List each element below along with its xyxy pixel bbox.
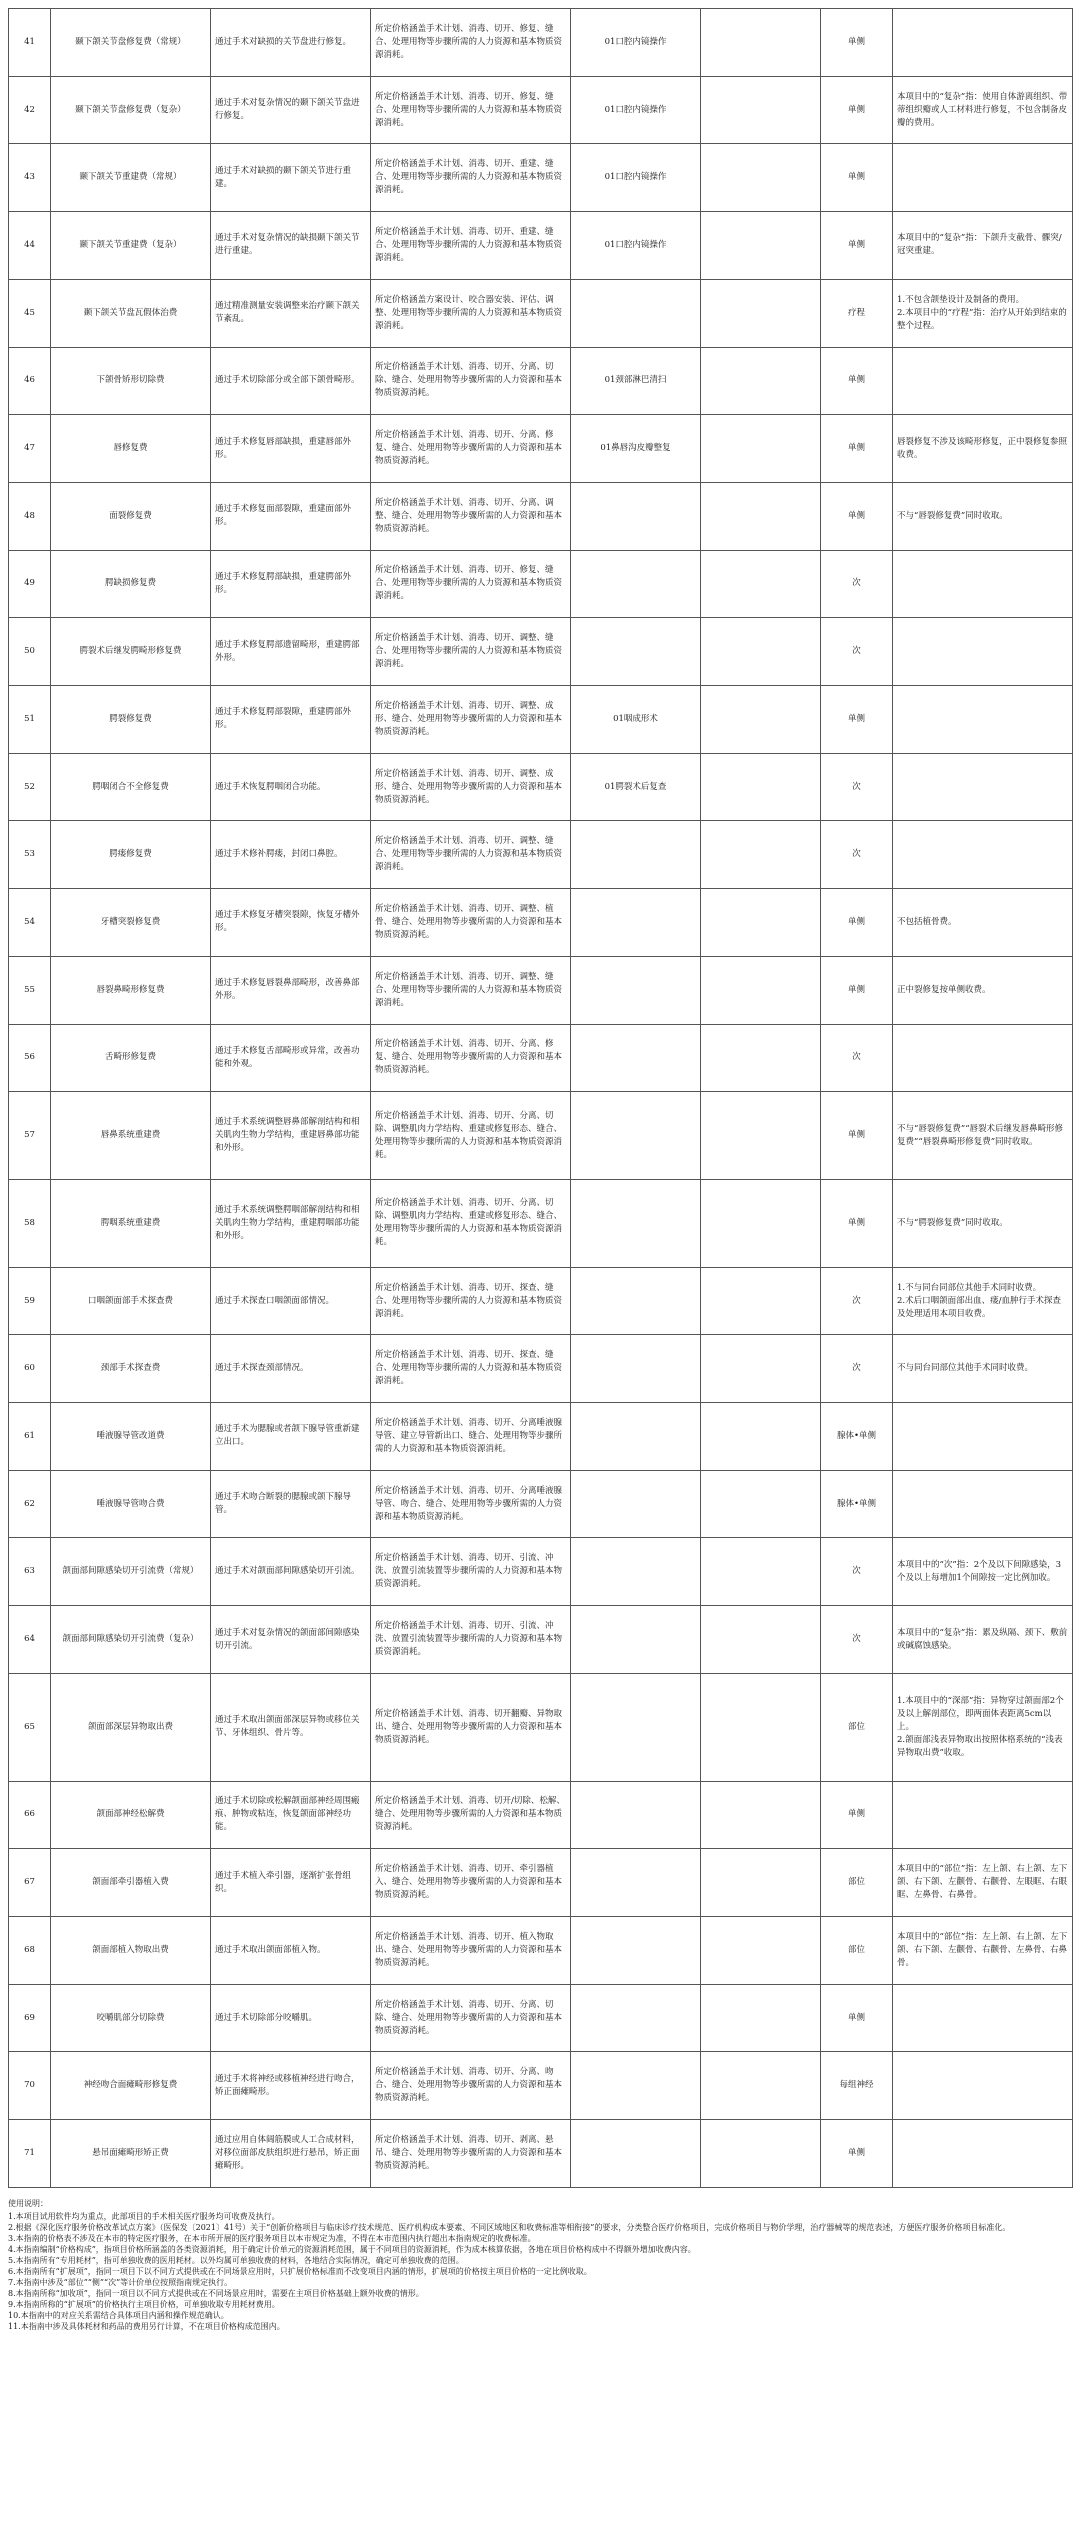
cell-price-scope: 所定价格涵盖手术计划、消毒、切开、分离、吻合、缝合、处理用物等步骤所需的人力资源和基本物质资源消耗。 — [371, 2052, 571, 2120]
cell-pricing-unit: 部位 — [821, 1673, 893, 1781]
cell-price-scope: 所定价格涵盖手术计划、消毒、切开、分离唾液腺导管、吻合、缝合、处理用物等步骤所需的人力资源和基本物质资源消耗。 — [371, 1470, 571, 1538]
cell-service-content: 通过手术修复腭部裂隙，重建腭部外形。 — [211, 686, 371, 754]
table-row — [9, 686, 1073, 754]
cell-price-scope: 所定价格涵盖手术计划、消毒、切开、牵引器植入、缝合、处理用物等步骤所需的人力资源和基本物质资源消耗。 — [371, 1849, 571, 1917]
cell-extension-item — [571, 1470, 701, 1538]
cell-price-scope: 所定价格涵盖手术计划、消毒、切开、修复、缝合、处理用物等步骤所需的人力资源和基本物质资源消耗。 — [371, 9, 571, 77]
cell-price-scope: 所定价格涵盖手术计划、消毒、切开、调整、缝合、处理用物等步骤所需的人力资源和基本物质资源消耗。 — [371, 956, 571, 1024]
cell-extension-item — [571, 1673, 701, 1781]
cell-item-name: 颞下颌关节重建费（常规） — [51, 144, 211, 212]
cell-item-name: 唇修复费 — [51, 415, 211, 483]
table-row — [9, 1781, 1073, 1849]
cell-price-scope: 所定价格涵盖手术计划、消毒、切开、重建、缝合、处理用物等步骤所需的人力资源和基本物质资源消耗。 — [371, 144, 571, 212]
cell-item-name: 颞下颌关节盘修复费（常规） — [51, 9, 211, 77]
table-row — [9, 1024, 1073, 1092]
cell-service-content: 通过手术系统调整腭咽部解剖结构和相关肌肉生物力学结构，重建腭咽部功能和外形。 — [211, 1179, 371, 1267]
cell-extension-item: 01口腔内镜操作 — [571, 9, 701, 77]
cell-item-name: 颌面部牵引器植入费 — [51, 1849, 211, 1917]
note-line: 2.根据《深化医疗服务价格改革试点方案》（医保发〔2021〕41号）关于“创新价格项目与临床诊疗技术规范、医疗机构成本要素、不同区域地区和收费标准等相衔接”的要求，分类整合医疗价格项目，完成价格项目与物价学理，治疗器械等的规范表述，方便医疗服务价格项目标准化。 — [8, 2223, 1011, 2232]
cell-pricing-unit: 单侧 — [821, 212, 893, 280]
cell-item-number: 45 — [9, 279, 51, 347]
cell-pricing-unit: 单侧 — [821, 1984, 893, 2052]
cell-item-number: 48 — [9, 482, 51, 550]
table-row — [9, 1538, 1073, 1606]
table-row — [9, 753, 1073, 821]
cell-extension-item — [571, 1538, 701, 1606]
cell-item-number: 50 — [9, 618, 51, 686]
cell-excluded-content — [701, 1470, 821, 1538]
table-row — [9, 889, 1073, 957]
table-row — [9, 1470, 1073, 1538]
cell-price-scope: 所定价格涵盖手术计划、消毒、切开、分离、调整、缝合、处理用物等步骤所需的人力资源和基本物质资源消耗。 — [371, 482, 571, 550]
cell-price-scope: 所定价格涵盖手术计划、消毒、切开、调整、缝合、处理用物等步骤所需的人力资源和基本物质资源消耗。 — [371, 618, 571, 686]
cell-item-name: 颌面部间隙感染切开引流费（常规） — [51, 1538, 211, 1606]
cell-item-number: 54 — [9, 889, 51, 957]
cell-excluded-content — [701, 1335, 821, 1403]
table-row — [9, 347, 1073, 415]
cell-remark: 不与同台同部位其他手术同时收费。 — [893, 1335, 1073, 1403]
cell-excluded-content — [701, 279, 821, 347]
cell-extension-item — [571, 1092, 701, 1180]
cell-excluded-content — [701, 9, 821, 77]
cell-excluded-content — [701, 1606, 821, 1674]
cell-remark: 正中裂修复按单侧收费。 — [893, 956, 1073, 1024]
cell-remark — [893, 686, 1073, 754]
table-row — [9, 1267, 1073, 1335]
cell-item-name: 颞下颌关节重建费（复杂） — [51, 212, 211, 280]
table-row — [9, 279, 1073, 347]
cell-excluded-content — [701, 2120, 821, 2188]
table-row — [9, 956, 1073, 1024]
cell-extension-item: 01颈部淋巴清扫 — [571, 347, 701, 415]
cell-excluded-content — [701, 1024, 821, 1092]
cell-item-number: 44 — [9, 212, 51, 280]
cell-service-content: 通过手术探查口咽颌面部情况。 — [211, 1267, 371, 1335]
cell-remark — [893, 1781, 1073, 1849]
table-row — [9, 2120, 1073, 2188]
cell-service-content: 通过手术将神经或移植神经进行吻合，矫正面瘫畸形。 — [211, 2052, 371, 2120]
cell-item-number: 66 — [9, 1781, 51, 1849]
cell-pricing-unit: 每组神经 — [821, 2052, 893, 2120]
cell-price-scope: 所定价格涵盖手术计划、消毒、切开、探查、缝合、处理用物等步骤所需的人力资源和基本物质资源消耗。 — [371, 1267, 571, 1335]
cell-pricing-unit: 次 — [821, 1335, 893, 1403]
cell-item-name: 牙槽突裂修复费 — [51, 889, 211, 957]
cell-service-content: 通过手术探查颈部情况。 — [211, 1335, 371, 1403]
cell-service-content: 通过手术植入牵引器，逐渐扩张骨组织。 — [211, 1849, 371, 1917]
cell-excluded-content — [701, 482, 821, 550]
cell-pricing-unit: 次 — [821, 1267, 893, 1335]
cell-service-content: 通过手术修补腭瘘，封闭口鼻腔。 — [211, 821, 371, 889]
cell-excluded-content — [701, 347, 821, 415]
cell-pricing-unit: 腺体•单侧 — [821, 1470, 893, 1538]
cell-extension-item: 01口腔内镜操作 — [571, 76, 701, 144]
cell-pricing-unit: 次 — [821, 550, 893, 618]
cell-excluded-content — [701, 889, 821, 957]
cell-remark: 不与“腭裂修复费”同时收取。 — [893, 1179, 1073, 1267]
cell-remark: 本项目中的“复杂”指：下颌升支截骨、髁突/冠突重建。 — [893, 212, 1073, 280]
cell-extension-item — [571, 1606, 701, 1674]
cell-item-name: 腭缺损修复费 — [51, 550, 211, 618]
cell-pricing-unit: 次 — [821, 1024, 893, 1092]
cell-item-number: 58 — [9, 1179, 51, 1267]
cell-remark — [893, 618, 1073, 686]
cell-service-content: 通过手术对复杂情况的缺损颞下颌关节进行重建。 — [211, 212, 371, 280]
cell-service-content: 通过手术为腮腺或者颌下腺导管重新建立出口。 — [211, 1403, 371, 1471]
cell-item-number: 49 — [9, 550, 51, 618]
cell-item-name: 舌畸形修复费 — [51, 1024, 211, 1092]
table-row — [9, 1403, 1073, 1471]
cell-remark — [893, 2052, 1073, 2120]
cell-item-number: 46 — [9, 347, 51, 415]
note-line: 10.本指南中的对应关系需结合具体项目内涵和操作规范确认。 — [8, 2311, 229, 2320]
cell-remark: 本项目中的“部位”指：左上颌、右上颌、左下颌、右下颌、左颧骨、右颧骨、左鼻骨、右鼻骨。 — [893, 1917, 1073, 1985]
cell-pricing-unit: 单侧 — [821, 415, 893, 483]
cell-pricing-unit: 单侧 — [821, 144, 893, 212]
cell-item-number: 61 — [9, 1403, 51, 1471]
table-row — [9, 9, 1073, 77]
cell-price-scope: 所定价格涵盖手术计划、消毒、切开、修复、缝合、处理用物等步骤所需的人力资源和基本物质资源消耗。 — [371, 76, 571, 144]
cell-item-name: 腭裂术后继发腭畸形修复费 — [51, 618, 211, 686]
cell-service-content: 通过手术对复杂情况的颌面部间隙感染切开引流。 — [211, 1606, 371, 1674]
cell-price-scope: 所定价格涵盖手术计划、消毒、切开、重建、缝合、处理用物等步骤所需的人力资源和基本物质资源消耗。 — [371, 212, 571, 280]
cell-pricing-unit: 次 — [821, 821, 893, 889]
table-row — [9, 482, 1073, 550]
note-line: 11.本指南中涉及具体耗材和药品的费用另行计算，不在项目价格构成范围内。 — [8, 2322, 285, 2331]
cell-extension-item — [571, 1335, 701, 1403]
cell-remark — [893, 550, 1073, 618]
cell-item-name: 颞下颌关节盘瓦假体治费 — [51, 279, 211, 347]
cell-pricing-unit: 单侧 — [821, 482, 893, 550]
cell-price-scope: 所定价格涵盖手术计划、消毒、切开翻瓣、异物取出、缝合、处理用物等步骤所需的人力资源和基本物质资源消耗。 — [371, 1673, 571, 1781]
cell-price-scope: 所定价格涵盖手术计划、消毒、切开、修复、缝合、处理用物等步骤所需的人力资源和基本物质资源消耗。 — [371, 550, 571, 618]
cell-remark: 唇裂修复不涉及该畸形修复，正中裂修复参照收费。 — [893, 415, 1073, 483]
cell-item-number: 62 — [9, 1470, 51, 1538]
cell-pricing-unit: 部位 — [821, 1849, 893, 1917]
cell-price-scope: 所定价格涵盖手术计划、消毒、切开、调整、植骨、缝合、处理用物等步骤所需的人力资源和基本物质资源消耗。 — [371, 889, 571, 957]
cell-price-scope: 所定价格涵盖手术计划、消毒、切开、分离、切除、调整肌肉力学结构、重建或修复形态、缝合、处理用物等步骤所需的人力资源和基本物质资源消耗。 — [371, 1179, 571, 1267]
cell-item-number: 53 — [9, 821, 51, 889]
cell-price-scope: 所定价格涵盖手术计划、消毒、切开、分离、切除、缝合、处理用物等步骤所需的人力资源和基本物质资源消耗。 — [371, 347, 571, 415]
cell-excluded-content — [701, 956, 821, 1024]
cell-pricing-unit: 次 — [821, 1606, 893, 1674]
cell-price-scope: 所定价格涵盖手术计划、消毒、切开、引流、冲洗、放置引流装置等步骤所需的人力资源和基本物质资源消耗。 — [371, 1606, 571, 1674]
cell-item-name: 面裂修复费 — [51, 482, 211, 550]
cell-item-name: 颞下颌关节盘修复费（复杂） — [51, 76, 211, 144]
cell-item-name: 神经吻合面瘫畸形修复费 — [51, 2052, 211, 2120]
cell-price-scope: 所定价格涵盖手术计划、消毒、切开、探查、缝合、处理用物等步骤所需的人力资源和基本物质资源消耗。 — [371, 1335, 571, 1403]
cell-service-content: 通过精准测量安装调整来治疗颞下颌关节紊乱。 — [211, 279, 371, 347]
cell-price-scope: 所定价格涵盖手术计划、消毒、切开、分离、修复、缝合、处理用物等步骤所需的人力资源和基本物质资源消耗。 — [371, 415, 571, 483]
cell-excluded-content — [701, 753, 821, 821]
cell-pricing-unit: 单侧 — [821, 1781, 893, 1849]
cell-item-name: 唾液腺导管改道费 — [51, 1403, 211, 1471]
cell-extension-item — [571, 1849, 701, 1917]
cell-item-number: 68 — [9, 1917, 51, 1985]
cell-pricing-unit: 单侧 — [821, 1092, 893, 1180]
notes-list — [8, 2211, 1072, 2332]
cell-item-name: 腭咽闭合不全修复费 — [51, 753, 211, 821]
cell-service-content: 通过手术系统调整唇鼻部解剖结构和相关肌肉生物力学结构，重建唇鼻部功能和外形。 — [211, 1092, 371, 1180]
cell-item-name: 唇裂鼻畸形修复费 — [51, 956, 211, 1024]
cell-pricing-unit: 单侧 — [821, 347, 893, 415]
cell-excluded-content — [701, 821, 821, 889]
note-line: 8.本指南所称“加收项”，指同一项目以不同方式提供或在不同场景应用时，需要在主项目价格基础上额外收费的情形。 — [8, 2289, 424, 2298]
cell-item-number: 60 — [9, 1335, 51, 1403]
cell-service-content: 通过手术修复面部裂隙，重建面部外形。 — [211, 482, 371, 550]
cell-excluded-content — [701, 1092, 821, 1180]
cell-item-number: 67 — [9, 1849, 51, 1917]
cell-service-content: 通过手术恢复腭咽闭合功能。 — [211, 753, 371, 821]
cell-extension-item — [571, 2120, 701, 2188]
cell-remark — [893, 347, 1073, 415]
cell-remark — [893, 1024, 1073, 1092]
cell-item-name: 颌面部间隙感染切开引流费（复杂） — [51, 1606, 211, 1674]
pricing-table — [8, 8, 1073, 2188]
cell-service-content: 通过手术切除部分咬嚼肌。 — [211, 1984, 371, 2052]
note-line: 4.本指南编制“价格构成”，指项目价格所涵盖的各类资源消耗，用于确定计价单元的资源消耗范围，属于不同项目的资源消耗，作为成本核算依据，各地在项目价格构成中不得额外增加收费内容。 — [8, 2245, 696, 2254]
cell-extension-item — [571, 1024, 701, 1092]
cell-excluded-content — [701, 1179, 821, 1267]
cell-item-number: 59 — [9, 1267, 51, 1335]
cell-extension-item — [571, 956, 701, 1024]
cell-price-scope: 所定价格涵盖手术计划、消毒、切开、调整、成形、缝合、处理用物等步骤所需的人力资源和基本物质资源消耗。 — [371, 753, 571, 821]
cell-item-name: 唇鼻系统重建费 — [51, 1092, 211, 1180]
cell-price-scope: 所定价格涵盖手术计划、消毒、切开、调整、成形、缝合、处理用物等步骤所需的人力资源和基本物质资源消耗。 — [371, 686, 571, 754]
cell-item-name: 唾液腺导管吻合费 — [51, 1470, 211, 1538]
cell-remark: 不与“唇裂修复费”同时收取。 — [893, 482, 1073, 550]
cell-item-number: 63 — [9, 1538, 51, 1606]
cell-price-scope: 所定价格涵盖手术计划、消毒、切开、引流、冲洗、放置引流装置等步骤所需的人力资源和基本物质资源消耗。 — [371, 1538, 571, 1606]
cell-remark — [893, 9, 1073, 77]
cell-pricing-unit: 腺体•单侧 — [821, 1403, 893, 1471]
cell-item-name: 腭裂修复费 — [51, 686, 211, 754]
table-row — [9, 144, 1073, 212]
table-row — [9, 1179, 1073, 1267]
table-row — [9, 550, 1073, 618]
cell-item-name: 腭咽系统重建费 — [51, 1179, 211, 1267]
cell-remark — [893, 144, 1073, 212]
note-line: 7.本指南中涉及“部位”“侧”“次”等计价单位按照指南规定执行。 — [8, 2278, 233, 2287]
cell-remark — [893, 2120, 1073, 2188]
cell-extension-item: 01鼻唇沟皮瓣整复 — [571, 415, 701, 483]
cell-service-content: 通过手术修复腭部遗留畸形，重建腭部外形。 — [211, 618, 371, 686]
cell-remark: 1.不与同台同部位其他手术同时收费。 2.术后口咽颌面部出血、瘘/血肿行手术探查及处理适用本项目收费。 — [893, 1267, 1073, 1335]
cell-pricing-unit: 单侧 — [821, 889, 893, 957]
table-row — [9, 1984, 1073, 2052]
cell-remark: 1.不包含颌垫设计及制备的费用。 2.本项目中的“疗程”指：治疗从开始到结束的整个过程。 — [893, 279, 1073, 347]
cell-service-content: 通过应用自体阔筋膜或人工合成材料，对移位面部皮肤组织进行悬吊，矫正面瘫畸形。 — [211, 2120, 371, 2188]
cell-service-content: 通过手术对颌面部间隙感染切开引流。 — [211, 1538, 371, 1606]
cell-remark: 本项目中的“部位”指：左上颌、右上颌、左下颌、右下颌、左颧骨、右颧骨、左眼眶、右眼眶、左鼻骨、右鼻骨。 — [893, 1849, 1073, 1917]
cell-pricing-unit: 单侧 — [821, 2120, 893, 2188]
cell-remark: 本项目中的“复杂”指：累及纵隔、颈下、敷前或碱腐蚀感染。 — [893, 1606, 1073, 1674]
notes-title: 使用说明： — [8, 2199, 48, 2208]
cell-item-number: 55 — [9, 956, 51, 1024]
cell-service-content: 通过手术取出颌面部深层异物或移位关节、牙体组织、骨片等。 — [211, 1673, 371, 1781]
cell-extension-item — [571, 1267, 701, 1335]
table-row — [9, 1335, 1073, 1403]
cell-pricing-unit: 单侧 — [821, 1179, 893, 1267]
cell-remark: 不包括植骨费。 — [893, 889, 1073, 957]
table-row — [9, 1849, 1073, 1917]
table-row — [9, 415, 1073, 483]
note-line: 9.本指南所称的“扩展项”的价格执行主项目价格，可单独收取专用耗材费用。 — [8, 2300, 280, 2309]
cell-service-content: 通过手术修复唇部缺损，重建唇部外形。 — [211, 415, 371, 483]
cell-remark — [893, 1470, 1073, 1538]
cell-extension-item — [571, 1781, 701, 1849]
note-line: 3.本指南的价格表不涉及在本市的特定医疗服务，在本市所开展的医疗服务项目以本市规定为准，不得在本市范围内执行超出本指南规定的收费标准。 — [8, 2234, 536, 2243]
cell-extension-item: 01口腔内镜操作 — [571, 144, 701, 212]
cell-service-content: 通过手术修复唇裂鼻部畸形，改善鼻部外形。 — [211, 956, 371, 1024]
cell-excluded-content — [701, 686, 821, 754]
note-line: 5.本指南所有“专用耗材”，指可单独收费的医用耗材。以外均属可单独收费的材料，各地结合实际情况，确定可单独收费的范围。 — [8, 2256, 464, 2265]
cell-price-scope: 所定价格涵盖手术计划、消毒、切开、分离、切除、调整肌肉力学结构、重建或修复形态、缝合、处理用物等步骤所需的人力资源和基本物质资源消耗。 — [371, 1092, 571, 1180]
cell-item-number: 42 — [9, 76, 51, 144]
cell-pricing-unit: 单侧 — [821, 686, 893, 754]
cell-price-scope: 所定价格涵盖手术计划、消毒、切开、分离唾液腺导管、建立导管新出口、缝合、处理用物等步骤所需的人力资源和基本物质资源消耗。 — [371, 1403, 571, 1471]
cell-pricing-unit: 单侧 — [821, 9, 893, 77]
table-row — [9, 1092, 1073, 1180]
cell-excluded-content — [701, 212, 821, 280]
cell-item-name: 咬嚼肌部分切除费 — [51, 1984, 211, 2052]
cell-extension-item: 01腭裂术后复查 — [571, 753, 701, 821]
cell-item-name: 颌面部深层异物取出费 — [51, 1673, 211, 1781]
cell-item-number: 43 — [9, 144, 51, 212]
cell-service-content: 通过手术对复杂情况的颞下颌关节盘进行修复。 — [211, 76, 371, 144]
cell-remark — [893, 753, 1073, 821]
table-row — [9, 76, 1073, 144]
cell-item-name: 颌面部神经松解费 — [51, 1781, 211, 1849]
cell-service-content: 通过手术对缺损的关节盘进行修复。 — [211, 9, 371, 77]
cell-pricing-unit: 次 — [821, 1538, 893, 1606]
cell-item-number: 65 — [9, 1673, 51, 1781]
table-row — [9, 618, 1073, 686]
cell-excluded-content — [701, 1849, 821, 1917]
table-row — [9, 1673, 1073, 1781]
cell-item-name: 下颌骨矫形切除费 — [51, 347, 211, 415]
cell-price-scope: 所定价格涵盖手术计划、消毒、切开/切除、松解、缝合、处理用物等步骤所需的人力资源和基本物质资源消耗。 — [371, 1781, 571, 1849]
table-row — [9, 1917, 1073, 1985]
cell-extension-item — [571, 1403, 701, 1471]
cell-extension-item — [571, 279, 701, 347]
note-line: 6.本指南所有“扩展项”，指同一项目下以不同方式提供或在不同场景应用时，只扩展价格标准而不改变项目内涵的情形，扩展项的价格按主项目价格的一定比例收取。 — [8, 2267, 592, 2276]
cell-excluded-content — [701, 1673, 821, 1781]
cell-service-content: 通过手术修复腭部缺损，重建腭部外形。 — [211, 550, 371, 618]
cell-item-number: 69 — [9, 1984, 51, 2052]
cell-extension-item: 01咽成形术 — [571, 686, 701, 754]
cell-remark — [893, 1984, 1073, 2052]
cell-pricing-unit: 次 — [821, 753, 893, 821]
cell-pricing-unit: 单侧 — [821, 76, 893, 144]
note-line: 1.本项目试用软件均为重点，此部项目的手术相关医疗服务均可收费及执行。 — [8, 2212, 280, 2221]
cell-price-scope: 所定价格涵盖手术计划、消毒、切开、分离、切除、缝合、处理用物等步骤所需的人力资源和基本物质资源消耗。 — [371, 1984, 571, 2052]
cell-excluded-content — [701, 1538, 821, 1606]
table-row — [9, 2052, 1073, 2120]
cell-remark: 本项目中的“复杂”指：使用自体游离组织、带蒂组织瓣或人工材料进行修复，不包含制备皮瓣的费用。 — [893, 76, 1073, 144]
cell-price-scope: 所定价格涵盖手术计划、消毒、切开、分离、修复、缝合、处理用物等步骤所需的人力资源和基本物质资源消耗。 — [371, 1024, 571, 1092]
cell-extension-item — [571, 1917, 701, 1985]
cell-item-number: 57 — [9, 1092, 51, 1180]
cell-extension-item — [571, 1984, 701, 2052]
cell-service-content: 通过手术吻合断裂的腮腺或颌下腺导管。 — [211, 1470, 371, 1538]
cell-service-content: 通过手术切除部分或全部下颌骨畸形。 — [211, 347, 371, 415]
cell-service-content: 通过手术对缺损的颞下颌关节进行重建。 — [211, 144, 371, 212]
table-row — [9, 212, 1073, 280]
cell-item-name: 口咽颌面部手术探查费 — [51, 1267, 211, 1335]
cell-pricing-unit: 部位 — [821, 1917, 893, 1985]
cell-excluded-content — [701, 2052, 821, 2120]
cell-excluded-content — [701, 415, 821, 483]
cell-extension-item — [571, 821, 701, 889]
cell-remark: 不与“唇裂修复费”“唇裂术后继发唇鼻畸形修复费”“唇裂鼻畸形修复费”同时收取。 — [893, 1092, 1073, 1180]
cell-excluded-content — [701, 1917, 821, 1985]
cell-price-scope: 所定价格涵盖手术计划、消毒、切开、植入物取出、缝合、处理用物等步骤所需的人力资源和基本物质资源消耗。 — [371, 1917, 571, 1985]
cell-remark: 1.本项目中的“深部”指：异物穿过颌面部2个及以上解剖部位，即两面体表距离5cm以上。 2.颌面部浅表异物取出按照体格系统的“浅表异物取出费”收取。 — [893, 1673, 1073, 1781]
cell-excluded-content — [701, 1267, 821, 1335]
cell-excluded-content — [701, 1403, 821, 1471]
cell-item-name: 腭瘘修复费 — [51, 821, 211, 889]
cell-item-number: 47 — [9, 415, 51, 483]
cell-item-number: 52 — [9, 753, 51, 821]
usage-notes — [8, 2198, 1072, 2332]
cell-item-number: 71 — [9, 2120, 51, 2188]
cell-extension-item — [571, 1179, 701, 1267]
cell-price-scope: 所定价格涵盖手术计划、消毒、切开、调整、缝合、处理用物等步骤所需的人力资源和基本物质资源消耗。 — [371, 821, 571, 889]
cell-service-content: 通过手术取出颌面部植入物。 — [211, 1917, 371, 1985]
cell-pricing-unit: 次 — [821, 618, 893, 686]
cell-excluded-content — [701, 1984, 821, 2052]
cell-extension-item: 01口腔内镜操作 — [571, 212, 701, 280]
cell-extension-item — [571, 889, 701, 957]
table-row — [9, 1606, 1073, 1674]
cell-item-number: 64 — [9, 1606, 51, 1674]
cell-remark — [893, 821, 1073, 889]
cell-extension-item — [571, 482, 701, 550]
cell-remark: 本项目中的“次”指：2个及以下间隙感染，3个及以上每增加1个间隙按一定比例加收。 — [893, 1538, 1073, 1606]
table-row — [9, 821, 1073, 889]
cell-excluded-content — [701, 618, 821, 686]
cell-pricing-unit: 单侧 — [821, 956, 893, 1024]
cell-item-name: 颌面部植入物取出费 — [51, 1917, 211, 1985]
cell-excluded-content — [701, 144, 821, 212]
cell-extension-item — [571, 2052, 701, 2120]
cell-excluded-content — [701, 1781, 821, 1849]
cell-extension-item — [571, 550, 701, 618]
cell-item-number: 51 — [9, 686, 51, 754]
cell-service-content: 通过手术切除或松解颌面部神经周围瘢痕、肿物或粘连，恢复颌面部神经功能。 — [211, 1781, 371, 1849]
cell-service-content: 通过手术修复牙槽突裂隙，恢复牙槽外形。 — [211, 889, 371, 957]
cell-excluded-content — [701, 76, 821, 144]
cell-remark — [893, 1403, 1073, 1471]
cell-item-number: 56 — [9, 1024, 51, 1092]
cell-extension-item — [571, 618, 701, 686]
cell-item-name: 颈部手术探查费 — [51, 1335, 211, 1403]
cell-item-number: 41 — [9, 9, 51, 77]
cell-excluded-content — [701, 550, 821, 618]
cell-item-number: 70 — [9, 2052, 51, 2120]
cell-price-scope: 所定价格涵盖方案设计、咬合器安装、评估、调整、处理用物等步骤所需的人力资源和基本物质资源消耗。 — [371, 279, 571, 347]
cell-price-scope: 所定价格涵盖手术计划、消毒、切开、剥离、悬吊、缝合、处理用物等步骤所需的人力资源和基本物质资源消耗。 — [371, 2120, 571, 2188]
cell-service-content: 通过手术修复舌部畸形或异常，改善功能和外观。 — [211, 1024, 371, 1092]
cell-item-name: 悬吊面瘫畸形矫正费 — [51, 2120, 211, 2188]
cell-pricing-unit: 疗程 — [821, 279, 893, 347]
